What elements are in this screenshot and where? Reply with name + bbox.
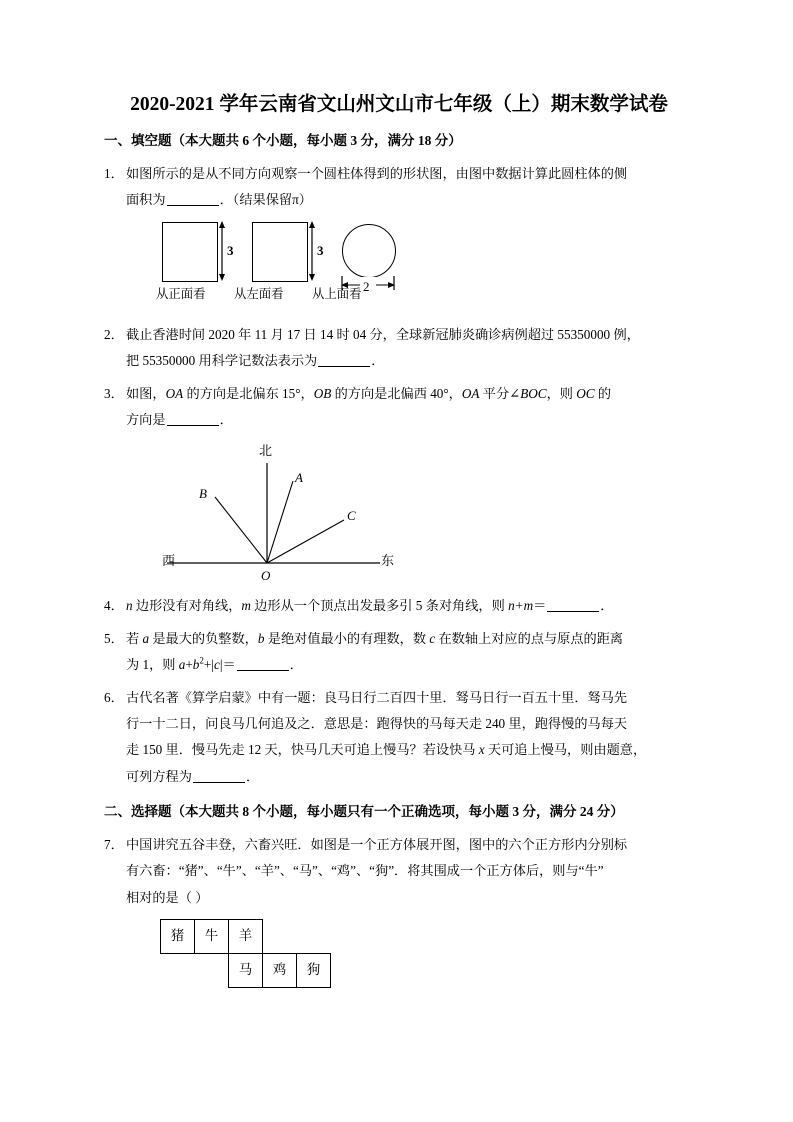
question-3 <box>104 381 694 588</box>
q3-t8: ． <box>219 411 233 427</box>
answer-blank-3[interactable] <box>167 425 219 426</box>
q3-t6: 的 <box>594 385 612 401</box>
question-3-number: 3． <box>104 385 124 401</box>
label-east: 东 <box>381 554 395 570</box>
q7-line1: 中国讲究五谷丰登，六畜兴旺．如图是一个正方体展开图，图中的六个正方形内分别标 <box>126 836 628 852</box>
q5-t1: 若 <box>126 630 143 646</box>
net-cell-2: 牛 <box>194 919 229 954</box>
question-6-body <box>126 685 694 791</box>
label-point-a: A <box>295 470 303 486</box>
q5-expr-plus2: +| <box>203 657 214 673</box>
question-5-number: 5． <box>104 630 124 646</box>
answer-blank-2[interactable] <box>318 366 370 367</box>
q3-oa-2: OA <box>461 385 480 401</box>
section-heading-fill-in-blanks: 一、填空题（本大题共 6 个小题，每小题 3 分，满分 18 分） <box>104 133 462 149</box>
caption-top-view: 从上面看 <box>312 285 362 301</box>
q3-t5: ，则 <box>546 385 577 401</box>
ray-ob <box>215 497 267 563</box>
q3-oa-1: OA <box>165 385 184 401</box>
q6-x: x <box>478 742 485 758</box>
front-view-rectangle <box>162 222 218 282</box>
q5-b: b <box>257 630 265 646</box>
figure-cylinder-three-views <box>156 220 396 312</box>
net-cell-4: 马 <box>228 953 263 988</box>
question-1-line3: ．（结果保留π） <box>219 192 312 208</box>
q4-m: m <box>241 598 251 614</box>
q6-line3b: 天可追上慢马，则由题意， <box>484 742 647 758</box>
view-captions <box>156 282 406 307</box>
question-7-body <box>126 832 694 1005</box>
q5-expr-end: |＝ <box>219 657 236 673</box>
q5-period: ． <box>289 657 303 673</box>
question-2-period: ． <box>371 353 385 369</box>
net-cell-1: 猪 <box>160 919 195 954</box>
q4-n: n <box>126 598 133 614</box>
q5-expr-c: c <box>213 657 220 673</box>
svg-text:2: 2 <box>363 278 370 294</box>
q5-t5: 为 1，则 <box>126 657 179 673</box>
question-2-body <box>126 322 694 375</box>
question-3-body <box>126 381 694 588</box>
dimension-height-left <box>304 220 334 282</box>
q5-a: a <box>142 630 150 646</box>
net-cell-6: 狗 <box>296 953 331 988</box>
answer-blank-4[interactable] <box>547 611 599 612</box>
q5-expr-plus: + <box>185 657 193 673</box>
label-point-c: C <box>347 508 356 524</box>
caption-left-view: 从左面看 <box>234 285 284 301</box>
q6-line2: 行一十二日，问良马几何追及之．意思是：跑得快的马每天走 240 里，跑得慢的马每天 <box>126 715 628 731</box>
answer-blank-5[interactable] <box>237 670 289 671</box>
section-heading-multiple-choice: 二、选择题（本大题共 8 个小题，每小题只有一个正确选项，每小题 3 分，满分 24 分） <box>104 804 624 820</box>
q6-period: ． <box>245 768 260 784</box>
q5-expr-exponent: 2 <box>199 655 204 666</box>
page-title: 2020-2021 学年云南省文山州文山市七年级（上）期末数学试卷 <box>130 94 668 115</box>
question-1-line2: 面积为 <box>126 192 166 208</box>
question-2 <box>104 322 694 375</box>
question-1-line1: 如图所示的是从不同方向观察一个圆柱体得到的形状图，由图中数据计算此圆柱体的侧 <box>126 165 628 181</box>
page-content <box>104 92 694 1011</box>
q3-t4: 平分∠ <box>479 385 521 401</box>
q3-t2: 的方向是北偏东 15°， <box>183 385 314 401</box>
dimension-height-front <box>214 220 244 282</box>
q3-boc: BOC <box>520 385 547 401</box>
top-view-circle <box>342 224 396 278</box>
q4-period: ． <box>600 598 614 614</box>
q3-ob: OB <box>313 385 332 401</box>
caption-front-view: 从正面看 <box>156 285 206 301</box>
question-1 <box>104 161 694 316</box>
q5-expr-a: a <box>178 657 186 673</box>
q5-expr-b: b <box>192 657 200 673</box>
q5-t2: 是最大的负整数， <box>149 630 258 646</box>
question-2-line1: 截止香港时间 2020 年 11 月 17 日 14 时 04 分，全球新冠肺炎确诊病例超过 55350000 例， <box>126 326 640 342</box>
q3-t1: 如图， <box>126 385 166 401</box>
q7-line2: 有六畜：“猪”、“牛”、“羊”、“马”、“鸡”、“狗”．将其围成一个正方体后，则与“牛” <box>126 863 604 879</box>
answer-blank-1[interactable] <box>167 205 219 206</box>
figure-cube-net <box>160 919 390 995</box>
question-4 <box>104 593 694 619</box>
question-2-number: 2． <box>104 326 124 342</box>
question-1-body <box>126 161 694 316</box>
question-6-number: 6． <box>104 689 124 705</box>
q5-c: c <box>429 630 436 646</box>
q6-line1: 古代名著《算学启蒙》中有一题：良马日行二百四十里．驽马日行一百五十里．驽马先 <box>126 689 628 705</box>
label-north: 北 <box>259 444 273 460</box>
question-4-body <box>126 593 694 619</box>
q6-line4: 可列方程为 <box>126 768 192 784</box>
question-6 <box>104 685 694 791</box>
question-7-number: 7． <box>104 836 124 852</box>
q4-eq: ＝ <box>533 598 547 614</box>
question-7 <box>104 832 694 1005</box>
q3-t3: 的方向是北偏西 40°， <box>331 385 462 401</box>
svg-text:3: 3 <box>227 242 234 258</box>
q6-line3a: 走 150 里．慢马先走 12 天，快马几天可追上慢马？若设快马 <box>126 742 479 758</box>
q3-oc: OC <box>576 385 595 401</box>
left-view-rectangle <box>252 222 308 282</box>
svg-text:3: 3 <box>317 242 324 258</box>
question-5 <box>104 626 694 679</box>
answer-blank-6[interactable] <box>193 782 245 783</box>
q4-t2: 边形没有对角线， <box>132 598 242 614</box>
question-1-number: 1． <box>104 165 124 181</box>
q5-t3: 是绝对值最小的有理数，数 <box>264 630 430 646</box>
label-point-b: B <box>199 486 207 502</box>
q4-t4: 边形从一个顶点出发最多引 5 条对角线，则 <box>250 598 509 614</box>
question-2-line2: 把 55350000 用科学记数法表示为 <box>126 353 318 369</box>
q3-t7: 方向是 <box>126 411 166 427</box>
label-origin-o: O <box>261 568 271 584</box>
question-4-number: 4． <box>104 598 124 614</box>
question-5-body <box>126 626 694 679</box>
net-cell-5: 鸡 <box>262 953 297 988</box>
q5-t4: 在数轴上对应的点与原点的距离 <box>435 630 624 646</box>
label-west: 西 <box>162 554 176 570</box>
net-cell-3: 羊 <box>228 919 263 954</box>
q7-line3: 相对的是（ ） <box>126 889 209 905</box>
figure-direction-angles <box>162 435 462 585</box>
q4-nm: n+m <box>508 598 534 614</box>
